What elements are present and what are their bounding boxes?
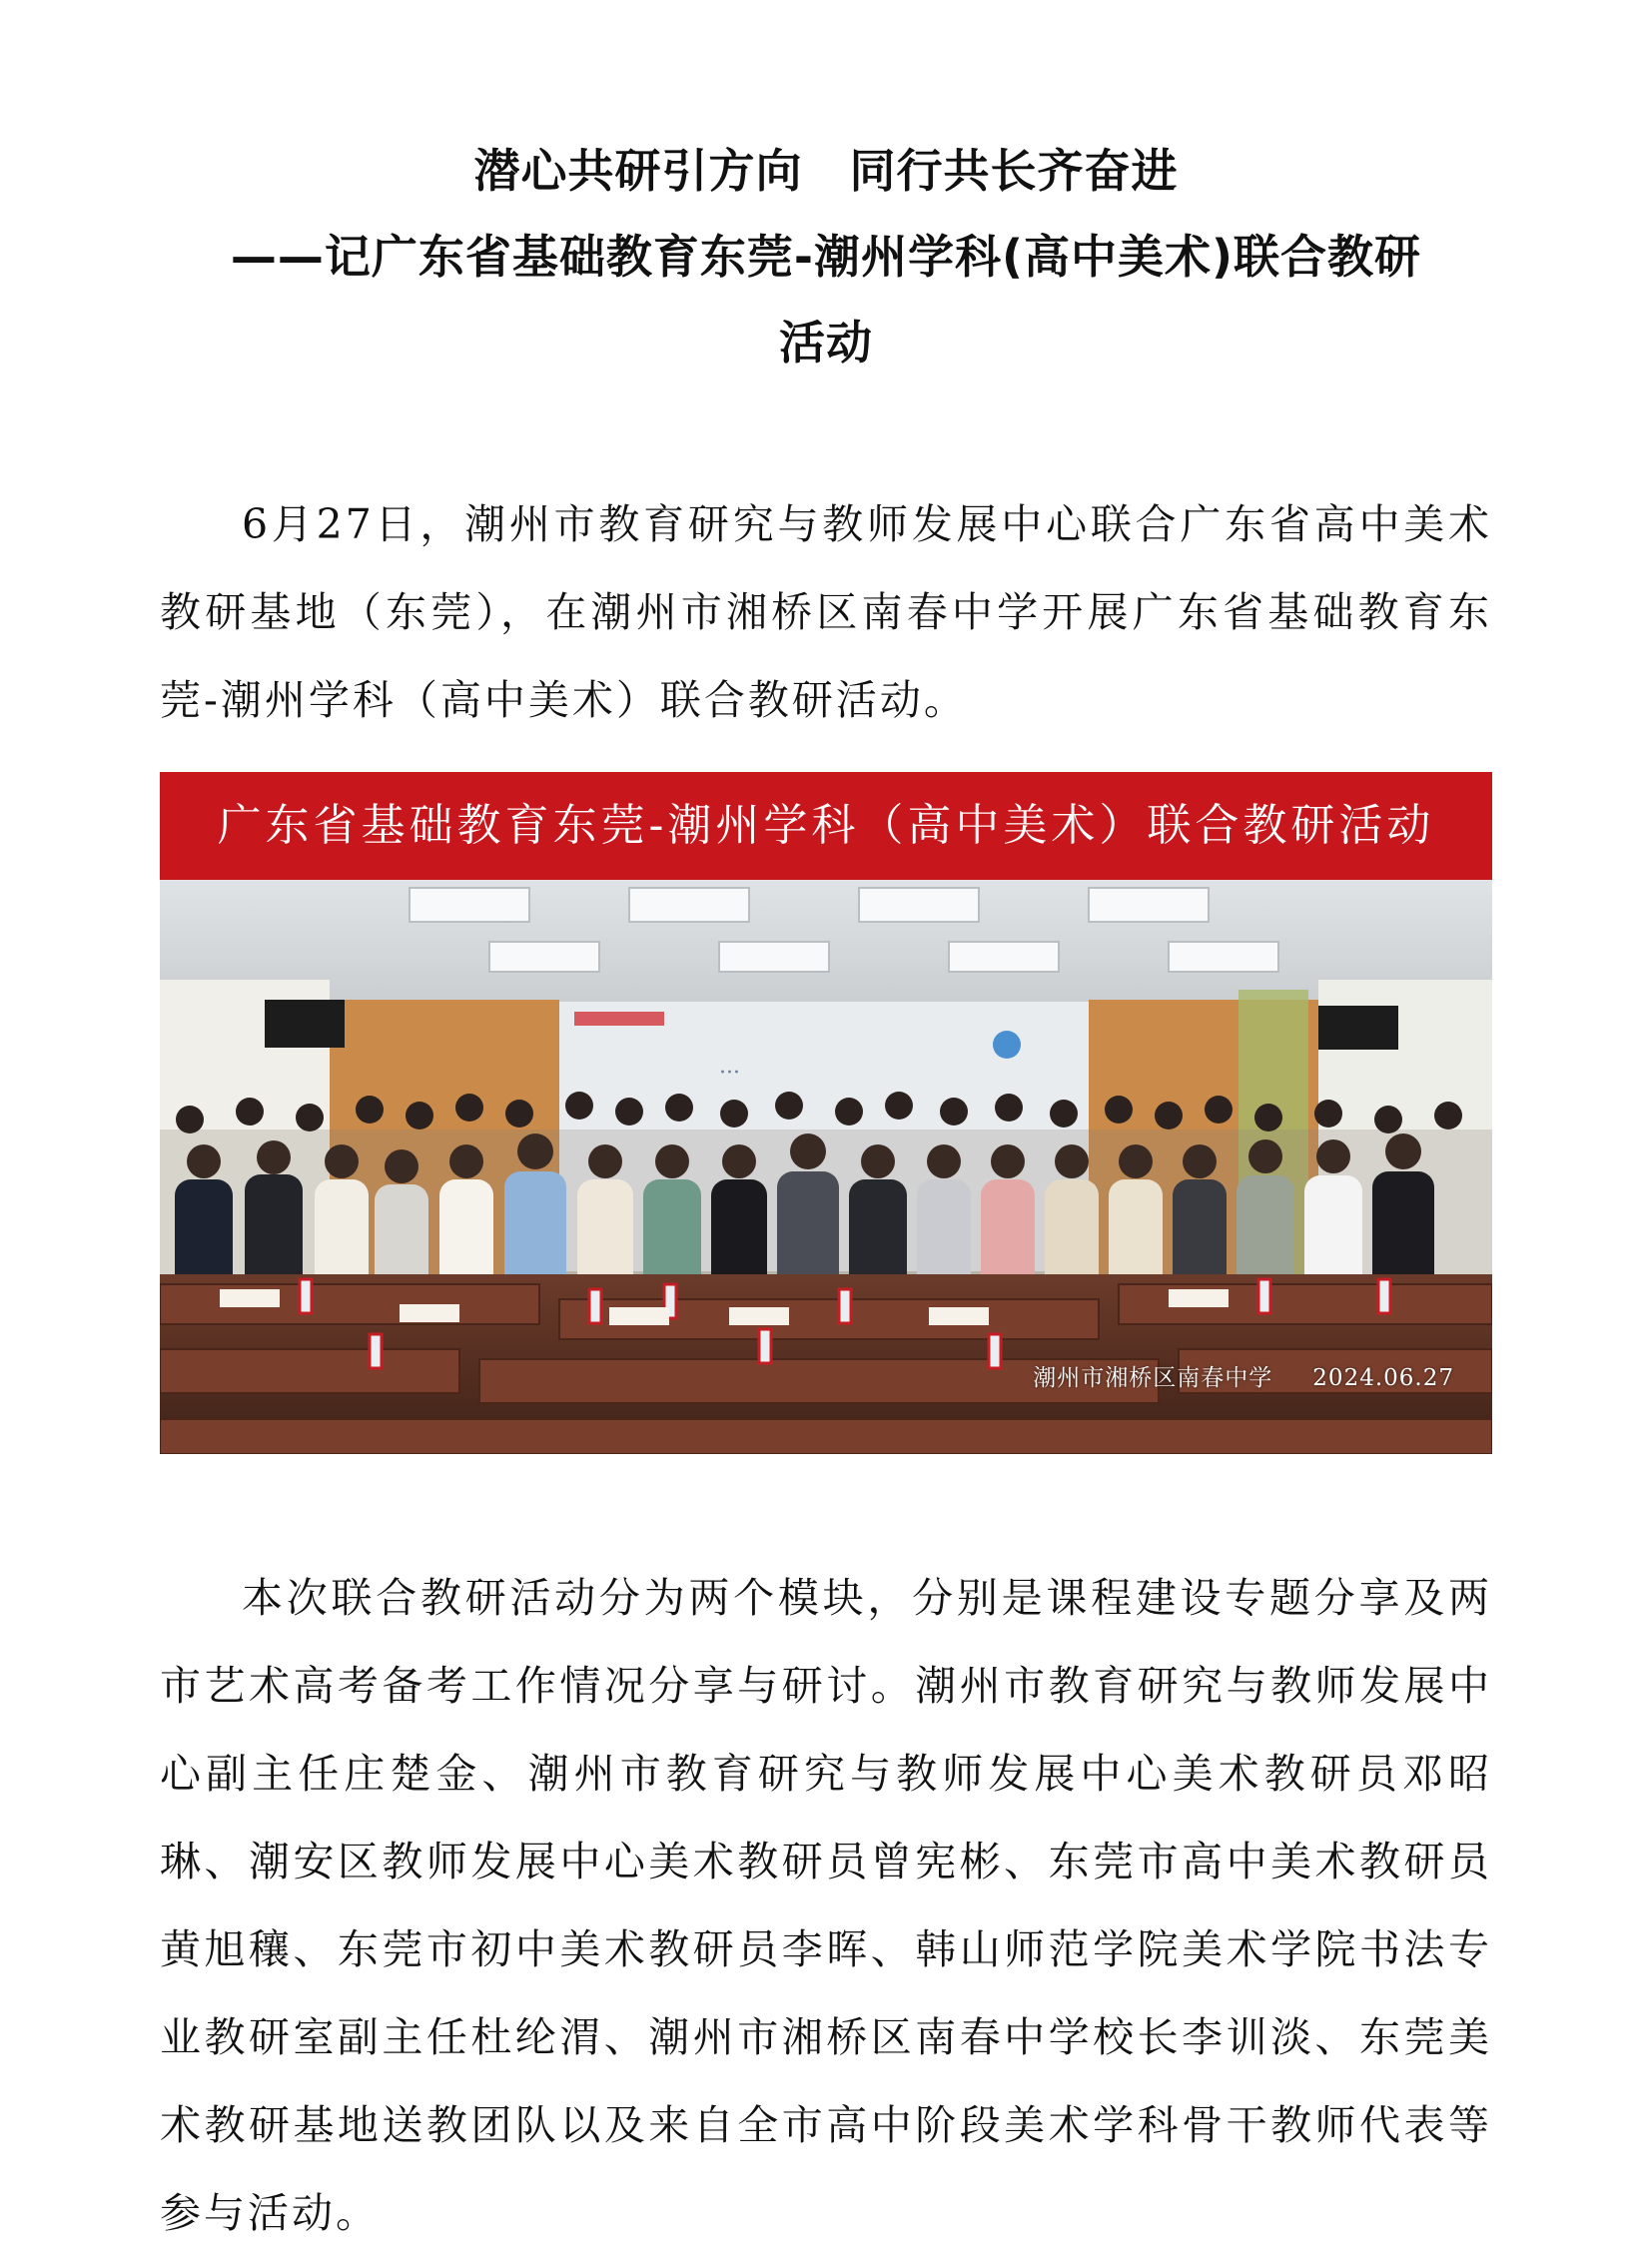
photo-banner: 广东省基础教育东莞-潮州学科（高中美术）联合教研活动 — [160, 772, 1492, 880]
title-line-3: 活动 — [779, 316, 873, 370]
photo-watermark — [1033, 1359, 1454, 1392]
svg-text:···: ··· — [719, 1061, 740, 1086]
group-photo — [160, 772, 1492, 1454]
article-title — [160, 128, 1492, 385]
photo-location: 潮州市湘桥区南春中学 — [1033, 1365, 1273, 1391]
title-line-2: ——记广东省基础教育东莞-潮州学科(高中美术)联合教研 — [230, 230, 1422, 284]
body-paragraph: 本次联合教研活动分为两个模块，分别是课程建设专题分享及两市艺术高考备考工作情况分享与研讨。潮州市教育研究与教师发展中心副主任庄楚金、潮州市教育研究与教师发展中心美术教研员邓昭琳、潮安区教师发展中心美术教研员曾宪彬、东莞市高中美术教研员黄旭穰、东莞市初中美术教研员李晖、韩山师范学院美术学院书法专业教研室副主任杜纶渭、潮州市湘桥区南春中学校长李训淡、东莞美术教研基地送教团队以及来自全市高中阶段美术学科骨干教师代表等参与活动。 — [160, 1574, 1492, 2237]
photo-date: 2024.06.27 — [1312, 1365, 1454, 1391]
title-line-1: 潜心共研引方向 同行共长齐奋进 — [473, 144, 1179, 198]
intro-paragraph: 6月27日，潮州市教育研究与教师发展中心联合广东省高中美术教研基地（东莞），在潮州市湘桥区南春中学开展广东省基础教育东莞-潮州学科（高中美术）联合教研活动。 — [160, 500, 1492, 724]
